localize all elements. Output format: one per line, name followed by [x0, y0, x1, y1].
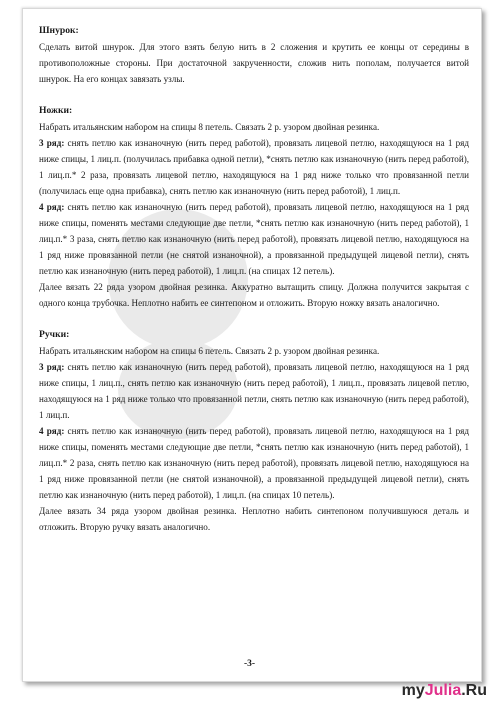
paragraph — [39, 359, 469, 423]
paragraph — [39, 119, 469, 135]
paragraph-text: Далее вязать 22 ряда узором двойная резинка. Аккуратно вытащить спицу. Должна получится закрытая с одного конца трубочка. Неплотно набить ее синтепоном и отложить. Вторую ножку вязать аналогично. — [39, 282, 469, 308]
row-label: 4 ряд: — [39, 426, 65, 436]
section-title: Ручки: — [39, 329, 70, 340]
paragraph — [39, 39, 469, 87]
row-label: 3 ряд: — [39, 138, 65, 148]
paragraph-text: снять петлю как изнаночную (нить перед работой), провязать лицевой петлю, находящуюся на 1 ряд ниже спицы, 1 лиц.п. (получилась прибавка одной петли), *снять петлю как изнаночную (нить перед работой), 1 лиц.п.* 2 раза, провязать лицевой петлю, находящуюся на 1 ряд ниже только что провязанной петли (получилась еще одна прибавка), снять петлю как изнаночную (нить перед работой), 1 лиц.п. — [39, 138, 469, 196]
section-arms — [39, 327, 469, 535]
section-cord — [39, 23, 469, 87]
logo-prefix: my — [401, 682, 425, 699]
row-label: 3 ряд: — [39, 362, 65, 372]
paragraph — [39, 503, 469, 535]
paragraph-text: снять петлю как изнаночную (нить перед работой), провязать лицевой петлю, находящуюся на 1 ряд ниже спицы, поменять местами следующие две петли, *снять петлю как изнаночную (нить перед работой), 1 лиц.п.* 2 раза, снять петлю как изнаночную (нить перед работой), провязать лицевой петлю, находящуюся на 1 ряд ниже провязанной петли (не снятой изнаночной), а провязанной предыдущей лицевой петли), снять петлю как изнаночную (нить перед работой), 1 лиц.п. (на спицах 10 петель). — [39, 426, 469, 500]
document-page — [22, 8, 482, 682]
section-title: Ножки: — [39, 105, 73, 116]
row-label: 4 ряд: — [39, 202, 65, 212]
section-legs — [39, 103, 469, 311]
paragraph-text: снять петлю как изнаночную (нить перед работой), провязать лицевой петлю, находящуюся на 1 ряд ниже спицы, поменять местами следующие две петли, *снять петлю как изнаночную (нить перед работой), 1 лиц.п.* 3 раза, снять петлю как изнаночную (нить перед работой), провязать лицевой петлю, находящуюся на 1 ряд ниже провязанной петли (не снятой изнаночной), а провязанной предыдущей лицевой петли), снять петлю как изнаночную (нить перед работой), 1 лиц.п. (на спицах 12 петель). — [39, 202, 469, 276]
paragraph — [39, 343, 469, 359]
site-logo — [402, 682, 487, 700]
paragraph — [39, 423, 469, 503]
paragraph-text: Сделать витой шнурок. Для этого взять белую нить в 2 сложения и крутить ее концы от середины в противоположные стороны. При достаточной закрученности, сложив нить пополам, получается витой шнурок. На его концах завязать узлы. — [39, 42, 469, 84]
paragraph-text: Далее вязать 34 ряда узором двойная резинка. Неплотно набить синтепоном получившуюся деталь и отложить. Вторую ручку вязать аналогично. — [39, 506, 469, 532]
logo-suffix: .Ru — [461, 682, 487, 699]
paragraph — [39, 279, 469, 311]
logo-accent: Julia — [424, 682, 462, 699]
paragraph-text: снять петлю как изнаночную (нить перед работой), провязать лицевой петлю, находящуюся на 1 ряд ниже спицы, 1 лиц.п., снять петлю как изнаночную (нить перед работой), 1 лиц.п., провязать лицевой петлю, находящуюся на 1 ряд ниже только что провязанной петли, снять петлю как изнаночную (нить перед работой), 1 лиц.п. — [39, 362, 469, 420]
paragraph — [39, 199, 469, 279]
page-number: -3- — [243, 659, 256, 669]
paragraph — [39, 135, 469, 199]
paragraph-text: Набрать итальянским набором на спицы 6 петель. Связать 2 р. узором двойная резинка. — [39, 346, 380, 356]
document-body — [39, 23, 469, 535]
paragraph-text: Набрать итальянским набором на спицы 8 петель. Связать 2 р. узором двойная резинка. — [39, 122, 380, 132]
section-title: Шнурок: — [39, 25, 79, 36]
